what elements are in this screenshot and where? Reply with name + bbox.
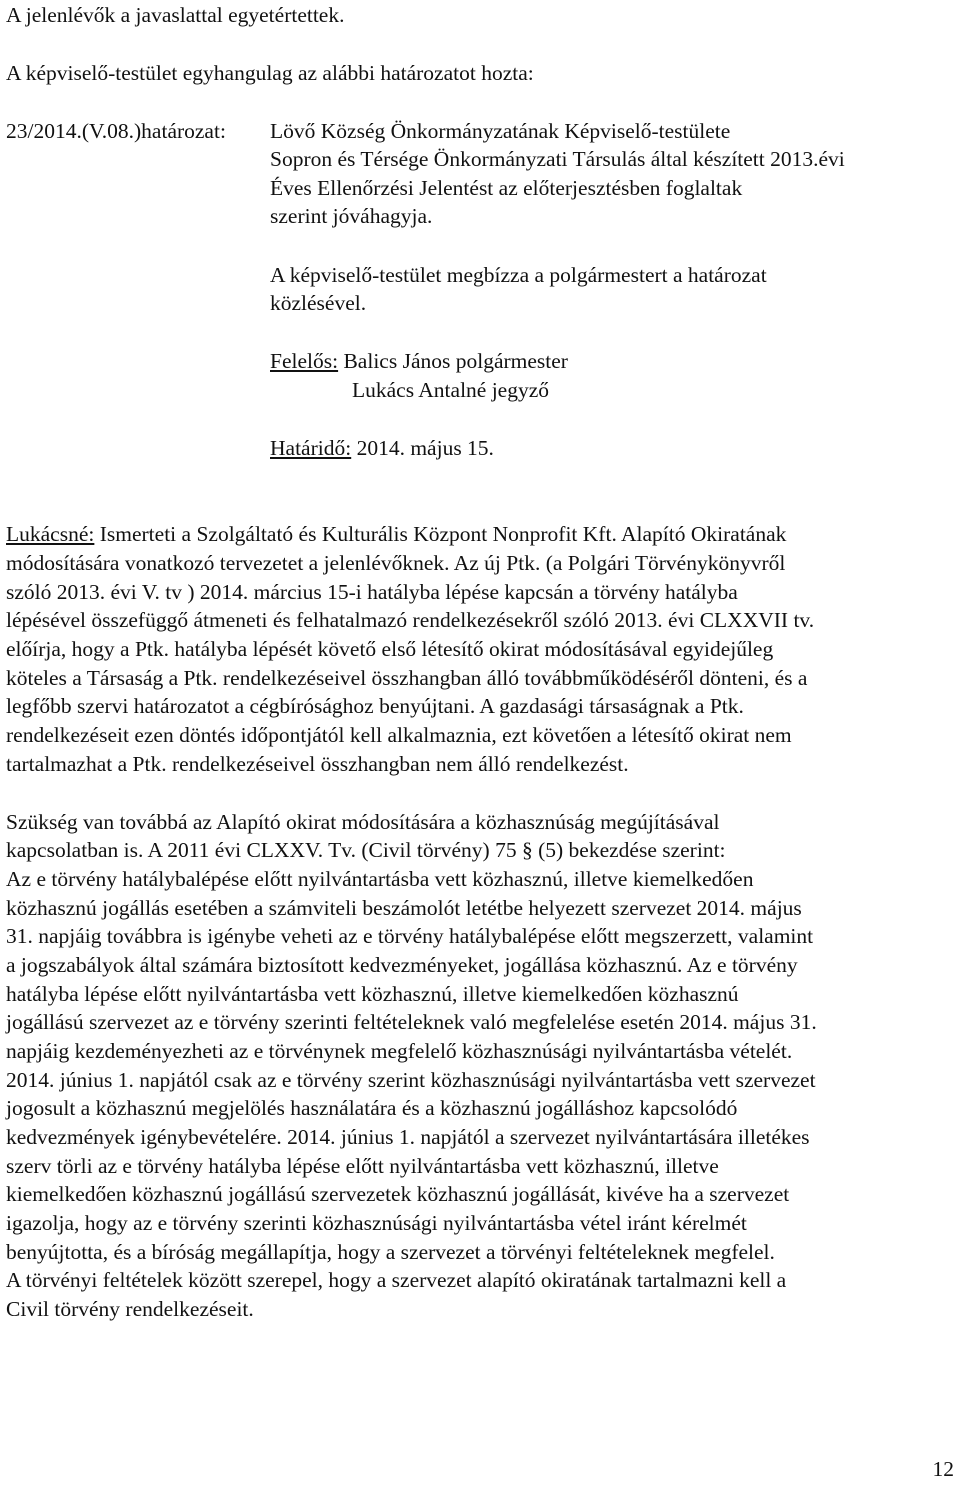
responsible-mayor: Balics János polgármester	[343, 349, 568, 373]
resolution-mandate-line: A képviselő-testület megbízza a polgármestert a határozat	[270, 263, 767, 287]
paragraph-line: kapcsolatban is. A 2011 évi CLXXV. Tv. (Civil törvény) 75 § (5) bekezdése szerint:	[6, 838, 726, 862]
resolution-text-line: szerint jóváhagyja.	[270, 204, 433, 228]
responsible-notary: Lukács Antalné jegyző	[352, 378, 550, 402]
speech-first-line	[6, 520, 786, 549]
paragraph-line: jogállású szervezet az e törvény szerinti feltételeknek való megfelelése esetén 2014. május 31.	[6, 1010, 817, 1034]
responsible-row	[270, 347, 568, 376]
paragraph-line: napjáig kezdeményezheti az e törvénynek megfelelő közhasznúsági nyilvántartásba vételét.	[6, 1039, 793, 1063]
paragraph-line: a jogszabályok által számára biztosított kedvezményeket, jogállása közhasznú. Az e törvény	[6, 953, 798, 977]
speech-line: lépésével összefüggő átmeneti és felhatalmazó rendelkezésekről szóló 2013. évi CLXXVII tv.	[6, 608, 815, 632]
paragraph-line: Az e törvény hatálybalépése előtt nyilvántartásba vett közhasznú, illetve kiemelkedően	[6, 867, 754, 891]
speech-line: tartalmazhat a Ptk. rendelkezéseivel összhangban nem álló rendelkezést.	[6, 752, 629, 776]
resolution-mandate-line: közlésével.	[270, 291, 367, 315]
speech-line: köteles a Társaság a Ptk. rendelkezéseivel összhangban álló továbbműködéséről dönteni, és a	[6, 666, 808, 690]
paragraph-line: Szükség van továbbá az Alapító okirat módosítására a közhasznúság megújításával	[6, 810, 720, 834]
paragraph-line: Civil törvény rendelkezéseit.	[6, 1297, 254, 1321]
speech-line: előírja, hogy a Ptk. hatályba lépését követő első létesítő okirat módosításával egyidejűleg	[6, 637, 774, 661]
speech-line: módosítására vonatkozó tervezetet a jelenlévőknek. Az új Ptk. (a Polgári Törvénykönyvről	[6, 551, 786, 575]
resolution-text-line: Éves Ellenőrzési Jelentést az előterjesztésben foglaltak	[270, 176, 743, 200]
paragraph-line: 2014. június 1. napjától csak az e törvény szerint közhasznúsági nyilvántartásba vett szervezet	[6, 1068, 816, 1092]
resolution-number: 23/2014.(V.08.)határozat:	[6, 119, 226, 143]
resolution-text-line: Lövő Község Önkormányzatának Képviselő-testülete	[270, 119, 731, 143]
intro-attendees-agreed: A jelenlévők a javaslattal egyetértettek.	[6, 3, 345, 27]
paragraph-line: szerv törli az e törvény hatályba lépése előtt nyilvántartásba vett közhasznú, illetve	[6, 1154, 719, 1178]
speech-line: legfőbb szervi határozatot a cégbírósághoz benyújtani. A gazdasági társaságnak a Ptk.	[6, 694, 744, 718]
deadline-row	[270, 434, 494, 463]
paragraph-line: A törvényi feltételek között szerepel, hogy a szervezet alapító okiratának tartalmazni kell a	[6, 1268, 787, 1292]
speech-line: rendelkezéseit ezen döntés időpontjától kell alkalmaznia, ezt követően a létesítő okirat nem	[6, 723, 792, 747]
paragraph-line: kiemelkedően közhasznú jogállású szervezetek közhasznú jogállását, kivéve ha a szervezet	[6, 1182, 790, 1206]
intro-unanimous: A képviselő-testület egyhangulag az alábbi határozatot hozta:	[6, 61, 534, 85]
paragraph-line: igazolja, hogy az e törvény szerinti közhasznúsági nyilvántartásba vétel iránt kérelmét	[6, 1211, 747, 1235]
speech-line: szóló 2013. évi V. tv ) 2014. március 15-i hatályba lépése kapcsán a törvény hatályba	[6, 580, 738, 604]
page-number: 12	[932, 1457, 954, 1481]
deadline-label: Határidő:	[270, 436, 352, 460]
paragraph-line: közhasznú jogállás esetében a számviteli beszámolót letétbe helyezett szervezet 2014. május	[6, 896, 802, 920]
paragraph-line: jogosult a közhasznú megjelölés használatára és a közhasznú jogálláshoz kapcsolódó	[6, 1096, 738, 1120]
paragraph-line: hatályba lépése előtt nyilvántartásba vett közhasznú, illetve kiemelkedően közhasznú	[6, 982, 739, 1006]
deadline-value: 2014. május 15.	[356, 436, 494, 460]
paragraph-line: 31. napjáig továbbra is igénybe veheti az e törvény hatálybalépése előtt megszerzett, valamint	[6, 924, 814, 948]
speech-text: Ismerteti a Szolgáltató és Kulturális Központ Nonprofit Kft. Alapító Okiratának	[99, 522, 787, 546]
resolution-text-line: Sopron és Térsége Önkormányzati Társulás által készített 2013.évi	[270, 147, 845, 171]
paragraph-line: benyújtotta, és a bíróság megállapítja, hogy a szervezet a törvényi feltételeknek megfelel.	[6, 1240, 775, 1264]
paragraph-line: kedvezmények igénybevételére. 2014. június 1. napjától a szervezet nyilvántartására illetékes	[6, 1125, 810, 1149]
speaker-name: Lukácsné:	[6, 522, 95, 546]
responsible-label: Felelős:	[270, 349, 339, 373]
